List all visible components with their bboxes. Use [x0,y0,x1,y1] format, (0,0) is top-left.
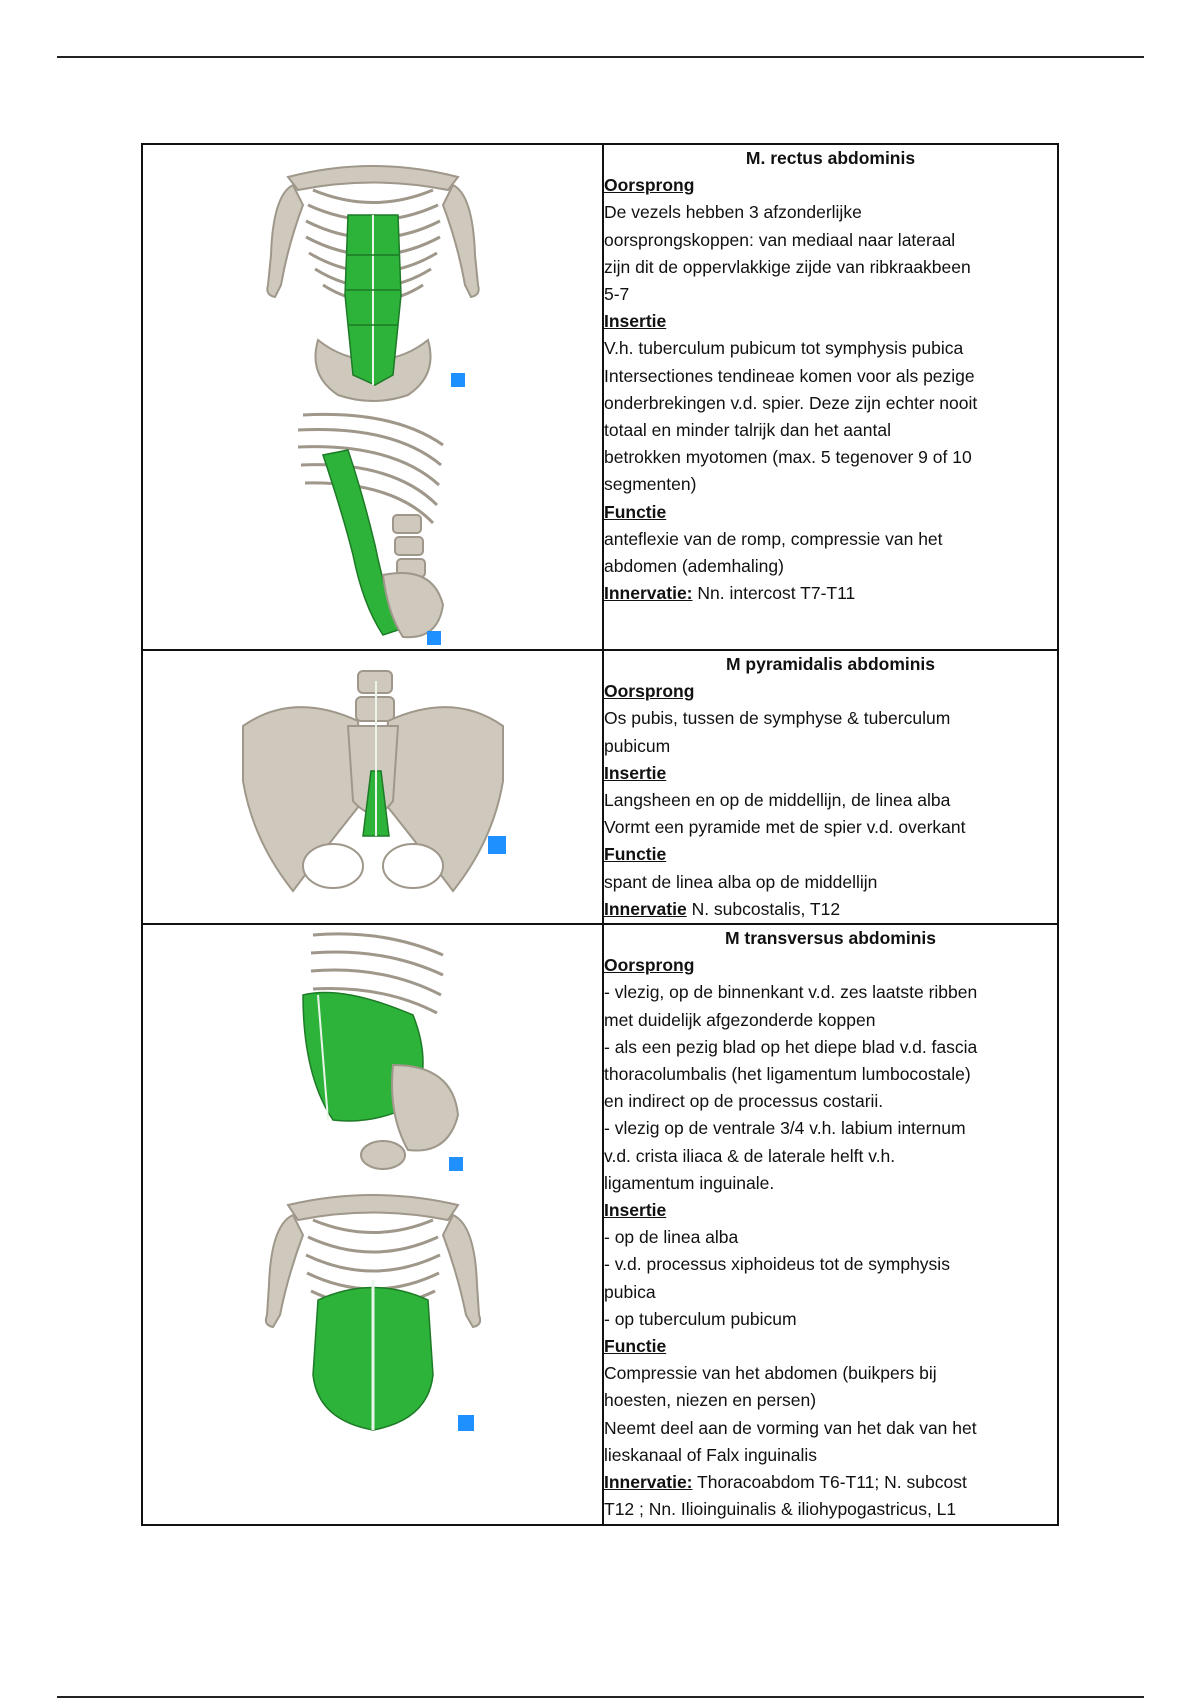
innervation-label: Innervatie [604,898,687,919]
function-line: spant de linea alba op de middellijn [604,871,878,892]
transversus-side-illustration [143,925,602,1175]
innervation-label: Innervatie: [604,1472,693,1493]
innervation-value: Thoracoabdom T6-T11; N. subcost [697,1472,967,1493]
innervation-value: T12 ; Nn. Ilioinguinalis & iliohypogastricus, L1 [604,1499,957,1520]
insertion-line: - op de linea alba [604,1227,739,1248]
origin-line: - vlezig op de ventrale 3/4 v.h. labium internum [604,1118,966,1139]
origin-line: en indirect op de processus costarii. [604,1091,884,1112]
insertion-line: totaal en minder talrijk dan het aantal [604,420,891,441]
pyramidalis-illustration [143,651,602,916]
logo-badge-icon [427,631,441,645]
rectus-illustration-cell [142,144,603,650]
origin-line: 5-7 [604,284,630,305]
muscle-title: M. rectus abdominis [745,148,916,168]
transversus-illustration-cell [142,924,603,1524]
function-line: abdomen (ademhaling) [604,556,784,577]
muscle-title: M transversus abdominis [724,928,937,949]
muscle-title: M pyramidalis abdominis [725,654,936,674]
insertion-line: Intersectiones tendineae komen voor als pezige [604,365,975,386]
insertion-line: V.h. tuberculum pubicum tot symphysis pubica [604,338,964,359]
origin-line: Os pubis, tussen de symphyse & tuberculum [604,708,951,729]
origin-label: Oorsprong [604,175,695,196]
function-line: lieskanaal of Falx inguinalis [604,1444,818,1465]
pyramidalis-illustration-cell [142,650,603,924]
function-line: Compressie van het abdomen (buikpers bij [604,1363,937,1384]
insertion-label: Insertie [604,1200,667,1221]
innervation-line [604,896,1057,923]
insertion-line: onderbrekingen v.d. spier. Deze zijn echter nooit [604,392,978,413]
origin-line: v.d. crista iliaca & de laterale helft v.h. [604,1145,896,1166]
origin-label: Oorsprong [604,955,695,976]
muscle-table [141,143,1059,1526]
origin-line: De vezels hebben 3 afzonderlijke [604,202,862,223]
function-line: anteflexie van de romp, compressie van het [604,528,943,549]
insertion-line: betrokken myotomen (max. 5 tegenover 9 of 10 [604,447,972,468]
rectus-side-illustration [143,405,602,645]
insertion-line: pubica [604,1281,656,1302]
function-line: Neemt deel aan de vorming van het dak van het [604,1417,977,1438]
insertion-line: - op tuberculum pubicum [604,1308,797,1329]
insertion-line: - v.d. processus xiphoideus tot de symphysis [604,1254,950,1275]
origin-line: met duidelijk afgezonderde koppen [604,1009,876,1030]
top-rule [57,56,1144,58]
function-label: Functie [604,844,667,865]
insertion-line: segmenten) [604,474,697,495]
rectus-front-illustration [143,145,602,405]
logo-badge-icon [458,1415,474,1431]
insertion-label: Insertie [604,762,667,783]
origin-line: thoracolumbalis (het ligamentum lumbocostale) [604,1064,971,1085]
transversus-description [603,924,1058,1524]
function-label: Functie [604,501,667,522]
innervation-line [604,580,1057,607]
pyramidalis-description [603,650,1058,924]
innervation-value: Nn. intercost T7-T11 [697,583,856,604]
muscle-row-transversus [142,924,1058,1524]
origin-label: Oorsprong [604,681,695,702]
origin-line: - als een pezig blad op het diepe blad v.d. fascia [604,1036,978,1057]
origin-line: ligamentum inguinale. [604,1172,775,1193]
origin-line: - vlezig, op de binnenkant v.d. zes laatste ribben [604,982,978,1003]
insertion-label: Insertie [604,311,667,332]
origin-line: zijn dit de oppervlakkige zijde van ribkraakbeen [604,256,971,277]
rectus-description [603,144,1058,650]
origin-line: pubicum [604,735,671,756]
function-label: Functie [604,1336,667,1357]
innervation-line [604,1469,1057,1496]
function-line: hoesten, niezen en persen) [604,1390,817,1411]
innervation-value: N. subcostalis, T12 [691,898,841,919]
muscle-row-pyramidalis [142,650,1058,924]
transversus-front-illustration [143,1175,602,1445]
logo-badge-icon [449,1157,463,1171]
insertion-line: Vormt een pyramide met de spier v.d. overkant [604,817,966,838]
bottom-rule [57,1696,1144,1698]
innervation-label: Innervatie: [604,583,693,604]
insertion-line: Langsheen en op de middellijn, de linea alba [604,790,951,811]
logo-badge-icon [451,373,465,387]
logo-badge-icon [488,836,506,854]
origin-line: oorsprongskoppen: van mediaal naar lateraal [604,229,956,250]
muscle-row-rectus [142,144,1058,650]
